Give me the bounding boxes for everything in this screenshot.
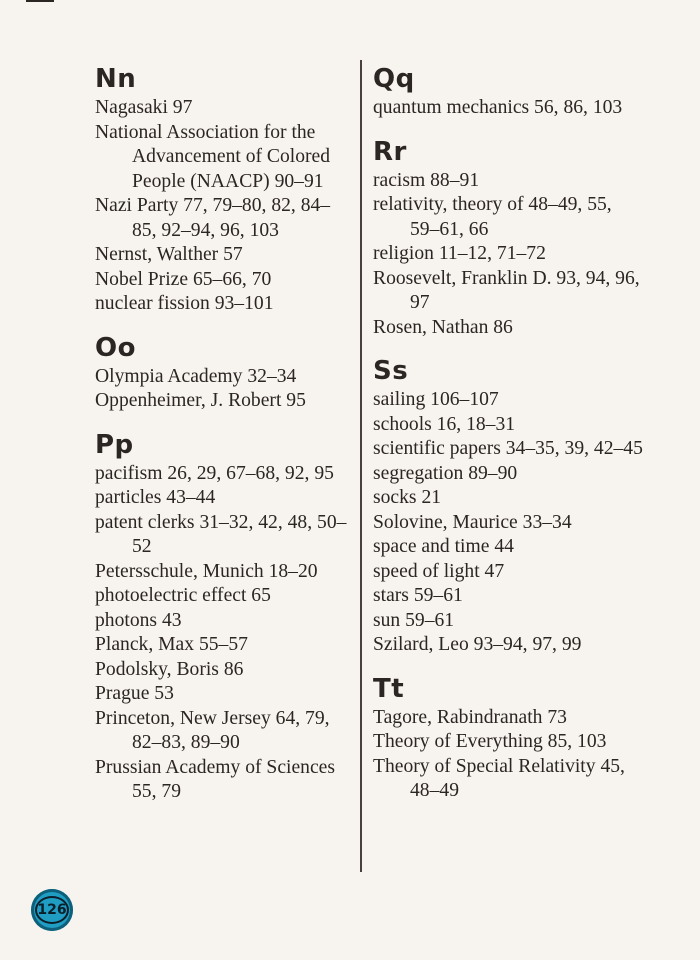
- index-entry: Princeton, New Jersey 64, 79, 82–83, 89–90: [95, 707, 330, 753]
- column-divider: [360, 60, 362, 872]
- index-entry: Tagore, Rabindranath 73: [373, 706, 567, 728]
- index-entry: socks 21: [373, 487, 442, 508]
- index-entry: photons 43: [95, 609, 182, 631]
- index-entry: Oppenheimer, J. Robert 95: [95, 390, 306, 411]
- index-entry: Nagasaki 97: [95, 97, 193, 118]
- letter-heading: Pp: [95, 429, 134, 460]
- index-entry: racism 88–91: [373, 169, 480, 191]
- index-entry: photoelectric effect 65: [95, 585, 271, 606]
- index-entry: speed of light 47: [373, 560, 505, 582]
- index-entry: sun 59–61: [373, 609, 455, 631]
- index-column-right: [373, 62, 643, 818]
- index-entry: Solovine, Maurice 33–34: [373, 511, 572, 533]
- letter-heading: Ss: [373, 356, 409, 386]
- index-section-o: [95, 331, 351, 414]
- index-entry: pacifism 26, 29, 67–68, 92, 95: [95, 462, 334, 484]
- index-section-p: [95, 428, 351, 805]
- index-entry: Planck, Max 55–57: [95, 634, 248, 655]
- index-section-t: [373, 672, 643, 804]
- index-entry: patent clerks 31–32, 42, 48, 50–52: [95, 511, 347, 557]
- index-entry: Rosen, Nathan 86: [373, 316, 513, 338]
- letter-heading: Nn: [95, 64, 137, 94]
- top-rule: [26, 0, 54, 2]
- index-entry: Theory of Everything 85, 103: [373, 731, 607, 752]
- index-entry: Petersschule, Munich 18–20: [95, 560, 318, 582]
- index-entry: Nernst, Walther 57: [95, 244, 243, 265]
- index-section-s: [373, 354, 643, 658]
- index-entry: Theory of Special Relativity 45, 48–49: [373, 755, 625, 801]
- index-entry: Nazi Party 77, 79–80, 82, 84–85, 92–94, 96, 103: [95, 195, 331, 241]
- letter-heading: Oo: [95, 332, 136, 363]
- index-column-left: [95, 62, 351, 819]
- page-number: 126: [35, 896, 69, 924]
- letter-heading: Qq: [373, 64, 415, 94]
- index-entry: particles 43–44: [95, 487, 216, 508]
- index-entry: Prussian Academy of Sciences 55, 79: [95, 756, 335, 802]
- letter-heading: Tt: [373, 673, 405, 704]
- index-entry: Olympia Academy 32–34: [95, 365, 297, 387]
- index-entry: scientific papers 34–35, 39, 42–45: [373, 438, 643, 459]
- index-entry: relativity, theory of 48–49, 55, 59–61, 66: [373, 194, 612, 240]
- letter-heading: Rr: [373, 136, 407, 167]
- index-entry: religion 11–12, 71–72: [373, 243, 546, 264]
- index-entry: Roosevelt, Franklin D. 93, 94, 96, 97: [373, 267, 640, 313]
- index-entry: quantum mechanics 56, 86, 103: [373, 97, 623, 118]
- index-entry: nuclear fission 93–101: [95, 293, 274, 314]
- index-entry: sailing 106–107: [373, 389, 499, 410]
- index-entry: schools 16, 18–31: [373, 413, 516, 435]
- index-entry: segregation 89–90: [373, 462, 518, 484]
- index-section-r: [373, 135, 643, 341]
- index-entry: space and time 44: [373, 536, 514, 557]
- index-section-q: [373, 62, 643, 121]
- index-entry: Nobel Prize 65–66, 70: [95, 268, 272, 290]
- index-entry: Prague 53: [95, 683, 174, 704]
- page-number-badge: [31, 889, 73, 931]
- index-entry: Podolsky, Boris 86: [95, 658, 244, 680]
- index-entry: National Association for the Advancement of Colored People (NAACP) 90–91: [95, 121, 331, 192]
- index-entry: Szilard, Leo 93–94, 97, 99: [373, 634, 582, 655]
- index-entry: stars 59–61: [373, 585, 463, 606]
- index-section-n: [95, 62, 351, 317]
